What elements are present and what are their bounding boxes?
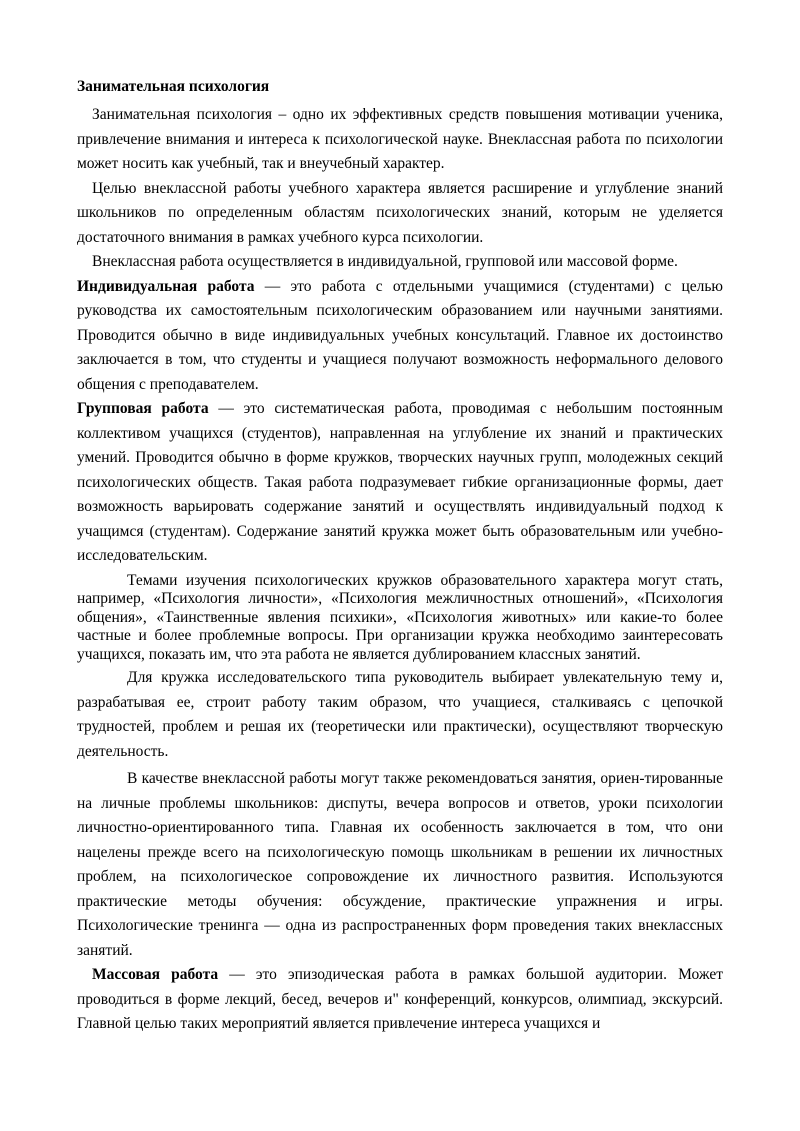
paragraph-group-work [77,397,723,569]
group-work-text: — это систематическая работа, проводимая с небольшим постоянным коллективом учащихся (студентов), направленная на углубление их знаний и практических умений. Проводится обычно в форме кружков, творческих научных групп, молодежных секций психологических обществ. Такая работа подразумевает гибкие организационные формы, дает возможность варьировать содержание занятий и осуществлять индивидуальный подход к учащимся (студентам). Содержание занятий кружка может быть образовательным или учебно-исследовательским. [77,400,723,564]
mass-work-text: — это эпизодическая работа в рамках большой аудитории. Может проводиться в форме лекций, бесед, вечеров и" конференций, конкурсов, олимпиад, экскурсий. Главной целью таких мероприятий является привлечение интереса учащихся и [77,966,724,1033]
paragraph-extracurricular: В качестве внеклассной работы могут также рекомендоваться занятия, ориен-тированные на личные проблемы школьников: диспуты, вечера вопросов и ответов, уроки психологии личностно-ориентированного типа. Главная их особенность заключается в том, что они нацелены прежде всего на психологическую помощь школьникам в решении их личностных проблем, на психологическое сопровождение их личностного развития. Используются практические методы обучения: обсуждение, практические упражнения и игры. Психологические тренинга — одна из распространенных форм проведения таких внеклассных занятий. [77,770,723,959]
paragraph-club-topics: Темами изучения психологических кружков образовательного характера могут стать, например, «Психология личности», «Психология межличностных отношений», «Психология общения», «Таинственные явления психики», «Психология животных» или какие-то более частные и более проблемные вопросы. При организации кружка необходимо заинтересовать учащихся, показать им, что эта работа не является дублированием классных занятий. [77,571,723,663]
individual-work-text: — это работа с отдельными учащимися (студентами) с целью руководства их самостоятельным психологическим образованием или научными занятиями. Проводится обычно в виде индивидуальных учебных консультаций. Главное их достоинство заключается в том, что студенты и учащиеся получают возможность неформального делового общения с преподавателем. [77,277,723,393]
paragraph-intro: Занимательная психология – одно их эффективных средств повышения мотивации ученика, привлечение внимания и интереса к психологической науке. Внеклассная работа по психологии может носить как учебный, так и внеучебный характер. [77,106,723,172]
paragraph-mass-work [77,963,723,1037]
document-title: Занимательная психология [77,78,270,95]
paragraph-goal: Целью внеклассной работы учебного характера является расширение и углубление знаний школьников по определенным областям психологических знаний, которым не уделяется достаточного внимания в рамках учебного курса психологии. [77,179,723,246]
paragraph-research-club: Для кружка исследовательского типа руководитель выбирает увлекательную тему и, разрабатывая ее, строит работу таким образом, что учащиеся, сталкиваясь с цепочкой трудностей, проблем и решая их (теоретически или практически), осуществляют творческую деятельность. [77,669,723,760]
document-page [77,77,723,1037]
term-mass-work: Массовая работа [92,966,219,984]
paragraph-forms: Внеклассная работа осуществляется в индивидуальной, групповой или массовой форме. [92,253,678,270]
term-individual-work: Индивидуальная работа [77,277,255,295]
paragraph-individual-work [77,275,723,398]
term-group-work: Групповая работа [77,400,209,417]
